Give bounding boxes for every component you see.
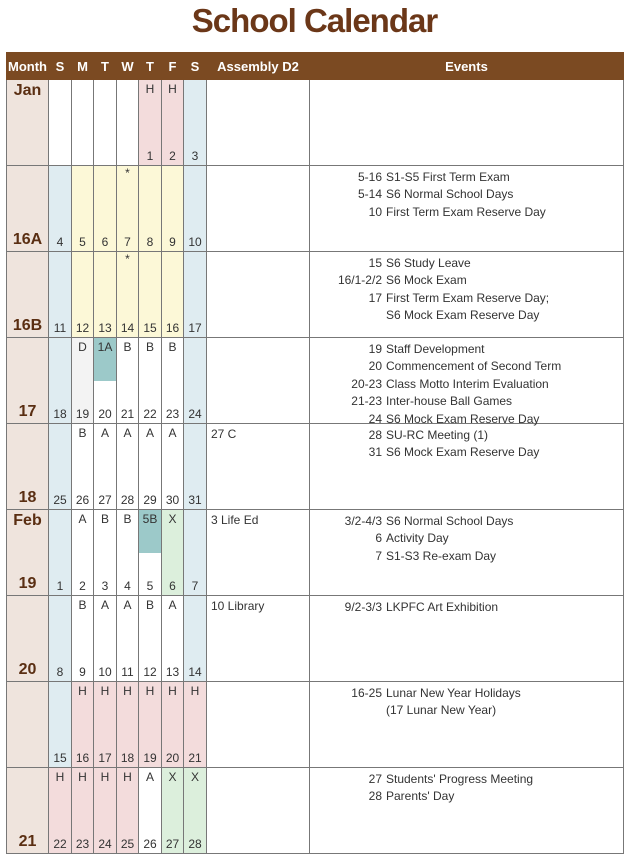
event-title: SU-RC Meeting (1)	[386, 428, 489, 442]
event-title: Commencement of Second Term	[386, 359, 562, 374]
day-cell-sun	[49, 252, 72, 338]
header-events: Events	[310, 53, 624, 80]
event-list	[310, 255, 623, 325]
event-title: Students' Progress Meeting	[386, 772, 534, 786]
day-cell-sat	[184, 682, 207, 768]
month-label: Jan	[13, 82, 42, 99]
day-code: H	[123, 684, 132, 698]
asterisk-mark: *	[125, 166, 130, 180]
day-cell-sun	[49, 768, 72, 854]
day-number: 15	[143, 321, 157, 335]
day-number: 26	[75, 493, 90, 507]
day-number: 14	[120, 321, 135, 335]
day-cell-thu	[139, 596, 162, 682]
month-cell	[7, 682, 49, 768]
event-item	[310, 272, 623, 289]
day-cell-thu	[139, 252, 162, 338]
header-month: Month	[7, 53, 49, 80]
day-cell-thu	[139, 166, 162, 252]
day-cell-thu	[139, 338, 162, 424]
event-date: 3/2-4/3	[344, 514, 382, 528]
event-item	[310, 702, 623, 719]
day-number: 17	[188, 321, 202, 335]
day-number: 7	[191, 579, 199, 593]
week-number: 16B	[12, 317, 43, 334]
event-date: 7	[375, 548, 382, 563]
day-number: 8	[56, 665, 64, 679]
event-item	[310, 685, 623, 702]
day-number: 23	[75, 837, 90, 851]
day-number: 11	[121, 665, 134, 679]
week-row	[7, 252, 624, 338]
day-number: 21	[188, 751, 202, 765]
week-number: 21	[18, 833, 37, 850]
day-number: 6	[101, 235, 109, 249]
week-row	[7, 682, 624, 768]
day-cell-sat	[184, 338, 207, 424]
header-assembly: Assembly D2	[207, 53, 310, 80]
day-code: 1A	[97, 340, 113, 354]
event-item	[310, 444, 623, 461]
day-number: 17	[98, 751, 112, 765]
day-code: A	[100, 426, 109, 440]
day-cell-mon	[72, 424, 94, 510]
assembly-cell	[207, 682, 310, 768]
day-number: 26	[143, 837, 157, 851]
assembly-cell	[207, 80, 310, 166]
event-title: LKPFC Art Exhibition	[386, 600, 499, 614]
day-number: 5	[146, 579, 154, 593]
event-title: (17 Lunar New Year)	[386, 703, 497, 718]
day-cell-sat	[184, 252, 207, 338]
event-date: 31	[368, 445, 382, 460]
day-number: 5	[79, 235, 86, 249]
day-cell-fri	[162, 510, 184, 596]
event-title: First Term Exam Reserve Day;	[386, 290, 550, 305]
event-item	[310, 788, 623, 805]
day-number: 24	[188, 407, 202, 421]
week-number: 17	[18, 403, 37, 420]
week-number: 20	[18, 661, 37, 678]
day-code: H	[78, 770, 87, 784]
day-cell-sat	[184, 80, 207, 166]
header-fri: F	[162, 53, 184, 80]
day-number: 30	[165, 493, 180, 507]
day-number: 3	[101, 579, 109, 593]
day-number: 3	[191, 149, 199, 163]
day-cell-fri	[162, 338, 184, 424]
day-number: 28	[120, 493, 135, 507]
day-number: 25	[53, 493, 67, 507]
day-number: 16	[165, 321, 180, 335]
week-row	[7, 166, 624, 252]
day-code: D	[78, 340, 87, 354]
event-item	[310, 255, 623, 272]
day-number: 1	[56, 579, 64, 593]
day-cell-sun	[49, 80, 72, 166]
day-number: 27	[98, 493, 112, 507]
event-date: 15	[368, 256, 382, 270]
event-date: 16-25	[351, 686, 382, 700]
header-thu: T	[139, 53, 162, 80]
day-number: 20	[98, 407, 112, 421]
event-item	[310, 204, 623, 221]
day-cell-tue	[94, 252, 117, 338]
month-cell	[7, 166, 49, 252]
day-code: X	[168, 512, 177, 526]
day-number: 18	[53, 407, 67, 421]
day-code: B	[78, 426, 87, 440]
event-date: 10	[368, 204, 382, 219]
day-cell-sat	[184, 166, 207, 252]
day-number: 28	[188, 837, 202, 851]
day-code: A	[145, 770, 154, 784]
day-cell-sat	[184, 510, 207, 596]
day-cell-mon	[72, 510, 94, 596]
day-number: 10	[98, 665, 112, 679]
day-code: H	[55, 770, 65, 784]
assembly-cell	[207, 768, 310, 854]
event-date: 21-23	[351, 394, 382, 409]
day-number: 24	[98, 837, 112, 851]
week-row	[7, 80, 624, 166]
event-list	[310, 341, 623, 428]
day-cell-wed	[117, 424, 139, 510]
day-cell-mon	[72, 338, 94, 424]
day-number: 13	[98, 321, 112, 335]
day-number: 25	[120, 837, 135, 851]
day-code: H	[100, 770, 110, 784]
day-cell-tue	[94, 510, 117, 596]
day-code: A	[168, 426, 177, 440]
day-code: H	[168, 684, 177, 698]
day-cell-wed	[117, 80, 139, 166]
event-title: S6 Mock Exam Reserve Day	[386, 411, 540, 426]
week-row	[7, 338, 624, 424]
day-number: 15	[53, 751, 67, 765]
day-number: 31	[188, 493, 202, 507]
asterisk-mark: *	[125, 252, 130, 266]
event-list	[310, 427, 623, 462]
day-number: 1	[146, 149, 154, 163]
day-number: 23	[165, 407, 180, 421]
day-cell-sat	[184, 424, 207, 510]
day-code: B	[123, 340, 132, 354]
day-code: H	[78, 684, 87, 698]
day-cell-thu	[139, 424, 162, 510]
day-cell-thu	[139, 80, 162, 166]
event-item	[310, 427, 623, 444]
event-date: 27	[368, 772, 382, 786]
day-code: A	[168, 598, 177, 612]
event-date: 6	[375, 531, 382, 546]
month-cell	[7, 424, 49, 510]
header-mon: M	[72, 53, 94, 80]
day-cell-wed	[117, 252, 139, 338]
week-row	[7, 510, 624, 596]
day-code: A	[123, 598, 132, 612]
month-cell	[7, 768, 49, 854]
day-cell-mon	[72, 682, 94, 768]
day-cell-thu	[139, 682, 162, 768]
day-number: 20	[165, 751, 180, 765]
day-number: 8	[146, 235, 154, 249]
day-cell-wed	[117, 338, 139, 424]
day-code: H	[145, 82, 155, 96]
day-cell-sun	[49, 510, 72, 596]
event-title: Activity Day	[386, 531, 449, 546]
day-code: H	[100, 684, 110, 698]
day-cell-fri	[162, 596, 184, 682]
day-number: 19	[75, 407, 90, 421]
day-cell-wed	[117, 768, 139, 854]
events-cell	[310, 166, 624, 252]
event-item	[310, 358, 623, 375]
month-cell	[7, 338, 49, 424]
event-title: S6 Mock Exam Reserve Day	[386, 445, 540, 460]
assembly-cell	[207, 596, 310, 682]
month-cell	[7, 80, 49, 166]
day-code: A	[145, 426, 154, 440]
event-item	[310, 376, 623, 393]
day-cell-thu	[139, 510, 162, 596]
day-code: H	[123, 770, 132, 784]
events-cell	[310, 768, 624, 854]
event-title: S6 Mock Exam Reserve Day	[386, 308, 540, 323]
day-number: 9	[169, 235, 176, 249]
event-date: 19	[368, 342, 382, 356]
day-number: 10	[188, 235, 202, 249]
event-title: Lunar New Year Holidays	[386, 686, 521, 700]
event-title: Parents' Day	[386, 789, 455, 804]
event-item	[310, 548, 623, 565]
assembly-text: 27 C	[211, 427, 237, 441]
event-item	[310, 169, 623, 186]
day-cell-mon	[72, 166, 94, 252]
day-code: B	[145, 340, 154, 354]
event-title: S1-S3 Re-exam Day	[386, 548, 497, 563]
day-number: 7	[124, 235, 131, 249]
events-cell	[310, 338, 624, 424]
event-date: 24	[368, 411, 382, 426]
day-cell-tue	[94, 682, 117, 768]
assembly-cell	[207, 166, 310, 252]
day-code: 5B	[142, 512, 158, 526]
day-code: B	[78, 598, 87, 612]
day-code: B	[100, 512, 109, 526]
month-cell	[7, 252, 49, 338]
day-number: 14	[188, 665, 202, 679]
events-cell	[310, 80, 624, 166]
assembly-cell	[207, 252, 310, 338]
day-number: 29	[143, 493, 157, 507]
day-cell-tue	[94, 424, 117, 510]
events-cell	[310, 510, 624, 596]
event-title: Staff Development	[386, 342, 485, 356]
event-title: S6 Mock Exam	[386, 273, 467, 288]
day-cell-fri	[162, 80, 184, 166]
day-cell-tue	[94, 166, 117, 252]
month-cell	[7, 596, 49, 682]
header-row	[7, 53, 624, 80]
day-cell-wed	[117, 510, 139, 596]
event-title: First Term Exam Reserve Day	[386, 204, 546, 219]
week-row	[7, 768, 624, 854]
week-row	[7, 596, 624, 682]
day-code: A	[78, 512, 87, 526]
day-number: 9	[79, 665, 86, 679]
day-number: 11	[53, 321, 67, 335]
event-date: 20	[368, 359, 382, 374]
week-row	[7, 424, 624, 510]
day-number: 4	[56, 235, 64, 249]
day-cell-sat	[184, 596, 207, 682]
event-date: 16/1-2/2	[337, 273, 382, 288]
event-date: 5-16	[357, 170, 382, 184]
event-title: Class Motto Interim Evaluation	[386, 376, 549, 391]
day-code: H	[145, 684, 155, 698]
event-item	[310, 186, 623, 203]
day-cell-fri	[162, 424, 184, 510]
day-cell-mon	[72, 768, 94, 854]
event-title: Inter-house Ball Games	[386, 394, 513, 409]
day-cell-sun	[49, 166, 72, 252]
events-cell	[310, 682, 624, 768]
day-number: 4	[124, 579, 131, 593]
event-title: S6 Study Leave	[386, 256, 471, 270]
event-item	[310, 290, 623, 307]
assembly-cell	[207, 510, 310, 596]
day-cell-fri	[162, 252, 184, 338]
month-label: Feb	[13, 512, 42, 529]
assembly-text: 10 Library	[211, 599, 265, 613]
day-cell-sun	[49, 682, 72, 768]
month-cell	[7, 510, 49, 596]
events-cell	[310, 596, 624, 682]
day-number: 16	[75, 751, 90, 765]
day-cell-thu	[139, 768, 162, 854]
day-code: B	[123, 512, 132, 526]
event-title: S1-S5 First Term Exam	[386, 170, 510, 184]
day-number: 27	[165, 837, 180, 851]
day-cell-wed	[117, 166, 139, 252]
day-code: A	[123, 426, 132, 440]
header-tue: T	[94, 53, 117, 80]
day-number: 2	[169, 149, 176, 163]
event-date: 17	[368, 290, 382, 305]
header-wed: W	[117, 53, 139, 80]
event-item	[310, 771, 623, 788]
day-code: B	[168, 340, 177, 354]
day-cell-tue	[94, 768, 117, 854]
header-sun: S	[49, 53, 72, 80]
day-code: B	[145, 598, 154, 612]
day-code: X	[168, 770, 177, 784]
assembly-cell	[207, 338, 310, 424]
week-number: 19	[18, 575, 37, 592]
day-number: 12	[143, 665, 157, 679]
event-list	[310, 771, 623, 806]
event-list	[310, 513, 623, 565]
event-date: 9/2-3/3	[344, 600, 382, 614]
event-list	[310, 599, 623, 616]
event-title: S6 Normal School Days	[386, 514, 514, 528]
day-cell-mon	[72, 252, 94, 338]
day-code: H	[168, 82, 177, 96]
assembly-cell	[207, 424, 310, 510]
event-item	[310, 307, 623, 324]
day-cell-sun	[49, 338, 72, 424]
day-cell-tue	[94, 338, 117, 424]
event-item	[310, 513, 623, 530]
day-number: 21	[120, 407, 135, 421]
day-number: 22	[143, 407, 157, 421]
day-number: 13	[165, 665, 180, 679]
event-list	[310, 685, 623, 720]
day-cell-fri	[162, 682, 184, 768]
events-cell	[310, 252, 624, 338]
event-item	[310, 530, 623, 547]
calendar-table	[6, 52, 624, 854]
day-number: 2	[79, 579, 86, 593]
day-code: A	[100, 598, 109, 612]
header-sat: S	[184, 53, 207, 80]
event-item	[310, 599, 623, 616]
day-cell-wed	[117, 682, 139, 768]
day-cell-tue	[94, 80, 117, 166]
week-number: 18	[18, 489, 37, 506]
event-item	[310, 393, 623, 410]
day-cell-tue	[94, 596, 117, 682]
day-cell-mon	[72, 596, 94, 682]
day-cell-mon	[72, 80, 94, 166]
day-cell-sun	[49, 596, 72, 682]
page-title: School Calendar	[191, 2, 438, 39]
event-date: 5-14	[357, 187, 382, 202]
day-cell-sat	[184, 768, 207, 854]
event-title: S6 Normal School Days	[386, 187, 514, 202]
assembly-text: 3 Life Ed	[211, 513, 259, 527]
day-number: 19	[143, 751, 157, 765]
day-number: 22	[53, 837, 67, 851]
event-list	[310, 169, 623, 221]
day-number: 6	[169, 579, 176, 593]
day-cell-wed	[117, 596, 139, 682]
week-number: 16A	[12, 231, 43, 248]
day-cell-sun	[49, 424, 72, 510]
event-date: 20-23	[351, 376, 382, 391]
event-item	[310, 341, 623, 358]
day-number: 18	[120, 751, 135, 765]
events-cell	[310, 424, 624, 510]
day-cell-fri	[162, 768, 184, 854]
day-number: 12	[75, 321, 90, 335]
day-cell-fri	[162, 166, 184, 252]
day-code: X	[190, 770, 199, 784]
event-date: 28	[368, 428, 382, 442]
event-date: 28	[368, 789, 382, 804]
day-code: H	[190, 684, 200, 698]
